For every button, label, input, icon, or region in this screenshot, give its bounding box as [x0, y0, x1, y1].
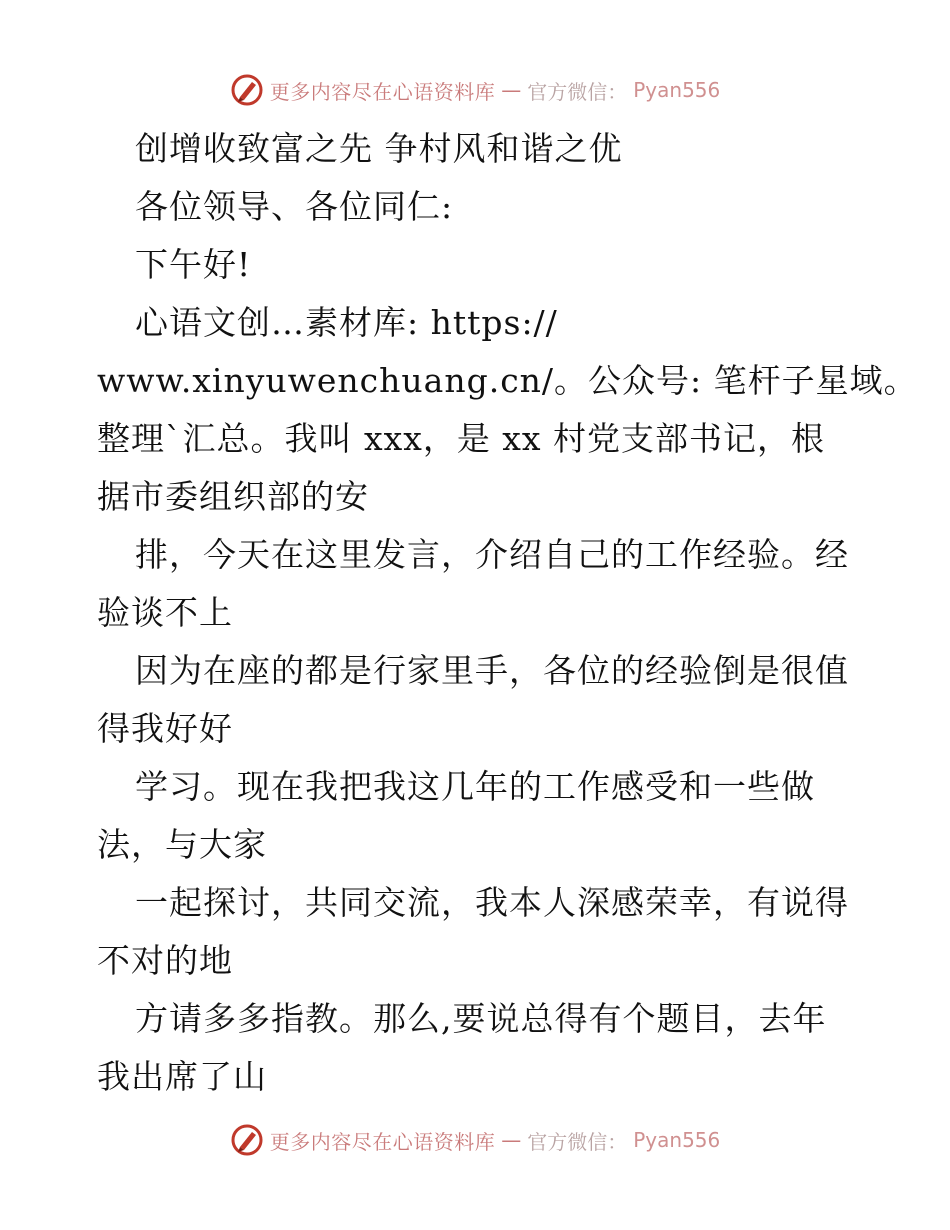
text-line: 学习。现在我把我这几年的工作感受和一些做 [135, 767, 815, 806]
text-line: 方请多多指教。那么,要说总得有个题目，去年 [135, 999, 827, 1038]
text-line: 据市委组织部的安 [97, 477, 369, 516]
text-line: 验谈不上 [97, 593, 233, 632]
text-line: 一起探讨，共同交流，我本人深感荣幸，有说得 [135, 883, 849, 922]
text-line: 法，与大家 [97, 825, 267, 864]
banner-text: 更多内容尽在心语资料库 [269, 79, 496, 104]
text-line: 我出席了山 [97, 1057, 267, 1096]
footer-watermark-banner [0, 1120, 950, 1160]
text-line: 排，今天在这里发言，介绍自己的工作经验。经 [135, 535, 849, 574]
document-body [97, 120, 918, 1106]
banner-label: 官方微信： [527, 79, 628, 104]
text-line: 因为在座的都是行家里手，各位的经验倒是很值 [135, 651, 849, 690]
pen-logo-icon [230, 73, 264, 107]
banner-dash: — [501, 78, 522, 102]
text-line: 心语文创…素材库: https:// [135, 303, 558, 342]
banner-wechat-id: Pyan556 [633, 1128, 721, 1152]
document-title: 创增收致富之先 争村风和谐之优 [135, 129, 623, 168]
salutation: 各位领导、各位同仁: [135, 187, 454, 226]
banner-label: 官方微信： [527, 1129, 628, 1154]
text-line: 不对的地 [97, 941, 233, 980]
text-line: 整理`汇总。我叫 xxx，是 xx 村党支部书记，根 [97, 419, 826, 458]
banner-wechat-id: Pyan556 [633, 78, 721, 102]
header-watermark-banner [0, 70, 950, 110]
greeting: 下午好! [135, 245, 252, 284]
banner-text: 更多内容尽在心语资料库 [269, 1129, 496, 1154]
pen-logo-icon [230, 1123, 264, 1157]
banner-dash: — [501, 1128, 522, 1152]
text-line: 得我好好 [97, 709, 233, 748]
text-line: www.xinyuwenchuang.cn/。公众号: 笔杆子星域。 [97, 361, 918, 400]
